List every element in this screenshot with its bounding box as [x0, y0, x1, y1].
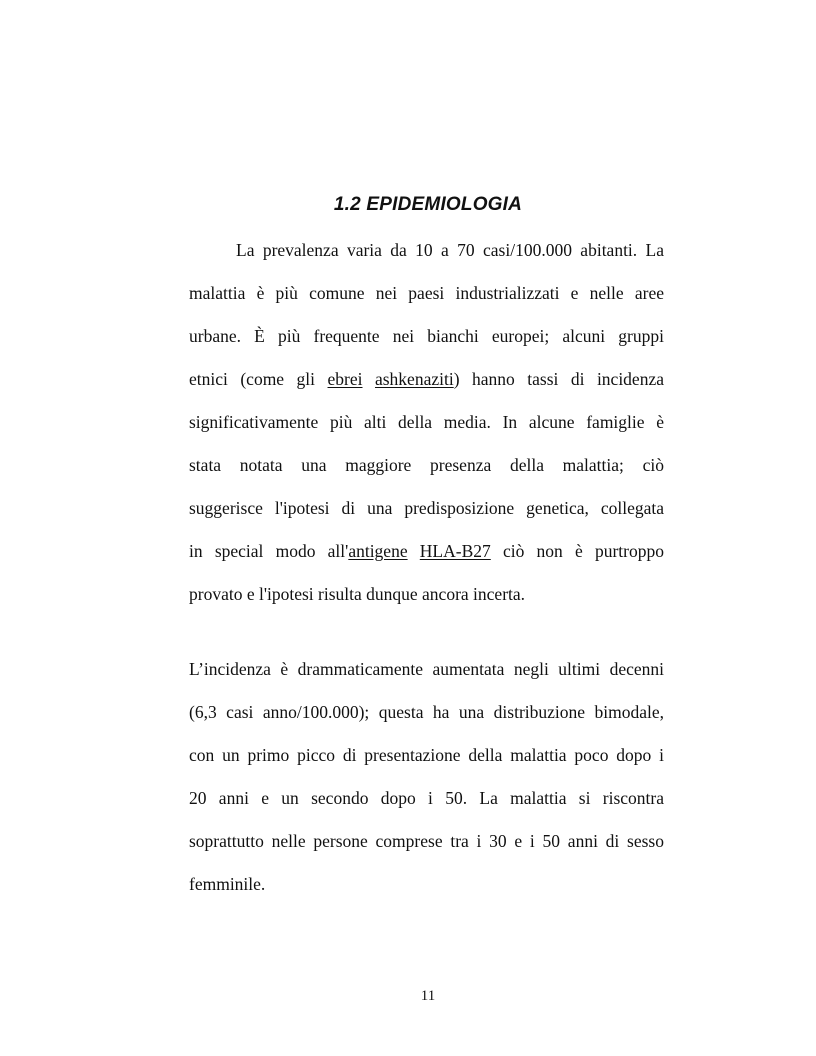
- text-fragment: ) hanno tassi di incidenza: [453, 369, 664, 389]
- text-line: soprattutto nelle persone comprese tra i 30 e i 50 anni di sesso: [189, 831, 664, 851]
- text-line: [189, 358, 664, 401]
- text-fragment: etnici (come gli: [189, 369, 316, 389]
- text-line: L’incidenza è drammaticamente aumentata negli ultimi decenni: [189, 659, 664, 679]
- text-line: suggerisce l'ipotesi di una predisposizione genetica, collegata: [189, 498, 664, 518]
- section-heading: 1.2 EPIDEMIOLOGIA: [333, 194, 523, 215]
- text-line: [189, 530, 664, 573]
- link-antigene[interactable]: antigene: [348, 541, 408, 561]
- text-line: significativamente più alti della media. In alcune famiglie è: [189, 412, 664, 432]
- text-fragment: ciò non è purtroppo: [502, 541, 664, 561]
- link-hla-b27[interactable]: HLA-B27: [419, 541, 491, 561]
- text-line: femminile.: [189, 874, 266, 894]
- link-ashkenaziti[interactable]: ashkenaziti: [374, 369, 454, 389]
- text-line: malattia è più comune nei paesi industrializzati e nelle aree: [189, 283, 664, 303]
- text-line: (6,3 casi anno/100.000); questa ha una distribuzione bimodale,: [189, 702, 664, 722]
- link-ebrei[interactable]: ebrei: [327, 369, 363, 389]
- text-line: provato e l'ipotesi risulta dunque ancora incerta.: [189, 584, 526, 604]
- text-line: stata notata una maggiore presenza della malattia; ciò: [189, 455, 664, 475]
- text-fragment: in special modo all': [189, 541, 349, 561]
- text-line: 20 anni e un secondo dopo i 50. La malattia si riscontra: [189, 788, 664, 808]
- text-line: con un primo picco di presentazione della malattia poco dopo i: [189, 745, 664, 765]
- page-number: 11: [420, 988, 436, 1004]
- text-line: La prevalenza varia da 10 a 70 casi/100.000 abitanti. La: [236, 240, 664, 260]
- text-line: urbane. È più frequente nei bianchi europei; alcuni gruppi: [189, 326, 664, 346]
- paragraph-incidence: [189, 648, 664, 906]
- paragraph-prevalence: [189, 229, 664, 616]
